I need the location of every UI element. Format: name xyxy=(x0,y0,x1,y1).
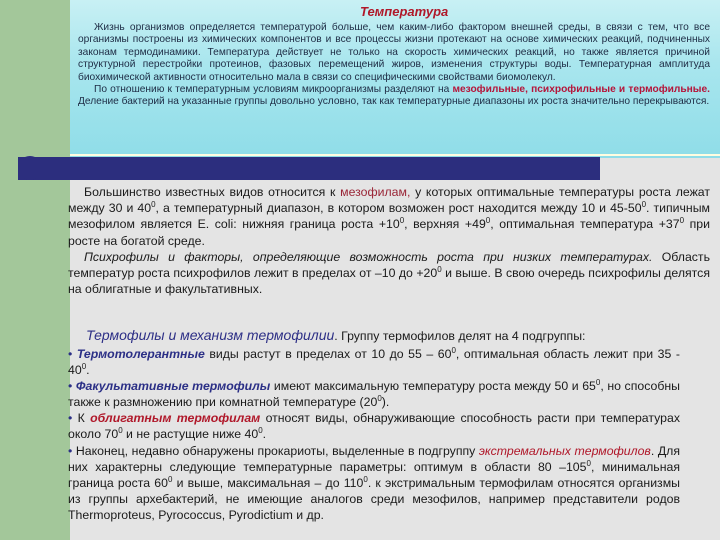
degree-mark: 0 xyxy=(437,264,442,274)
degree-mark: 0 xyxy=(258,426,263,436)
degree-mark: 0 xyxy=(167,474,173,484)
degree-mark: 0 xyxy=(81,362,87,371)
degree-mark: 0 xyxy=(586,458,591,468)
facultative-term: Факультативные термофилы xyxy=(75,379,271,394)
bullet-icon: • xyxy=(68,443,73,458)
b3-text-1: относят виды, обнаруживающие способность расти при температурах около 70 xyxy=(68,411,680,442)
b3-text-3: . xyxy=(262,427,267,442)
degree-mark: 0 xyxy=(118,426,123,436)
thermophiles-list xyxy=(68,346,680,523)
psychro-text-2: и выше. В свою очередь психрофилы делятся на облигатные и факультативных. xyxy=(68,266,710,297)
obligate-term: облигатным термофилам xyxy=(90,411,261,426)
b2-text-2: , но способны также к размножению при комнатной температуре (20 xyxy=(68,379,680,410)
b3-text-2: и не растущие ниже 40 xyxy=(122,427,259,442)
thermotolerant-term: Термотолерантные xyxy=(76,347,205,361)
bullet-icon: • xyxy=(68,411,73,426)
left-decor-strip xyxy=(0,0,73,540)
meso-text-6: , оптимальная температура +37 xyxy=(490,217,680,232)
b4-text-0: Наконец, недавно обнаружены прокариоты, выделенные в подгруппу xyxy=(72,443,479,458)
degree-mark: 0 xyxy=(679,216,685,226)
extreme-term: экстремальных термофилов xyxy=(478,443,651,458)
bullet-icon: • xyxy=(68,347,73,361)
meso-text-7: при росте на богатой среде. xyxy=(68,217,710,248)
b1-text-3: . xyxy=(86,363,90,378)
degree-mark: 0 xyxy=(399,216,405,226)
b2-text-3: ). xyxy=(381,395,390,410)
degree-mark: 0 xyxy=(151,200,156,210)
b4-text-2: , минимальная граница роста 60 xyxy=(68,459,680,490)
navy-bullet-dot xyxy=(18,156,42,180)
intro-paragraph-2: По отношению к температурным условиям микроорганизмы разделяют на xyxy=(94,84,453,96)
b4-text-4: . к экстримальным термофилам относятся организмы из группы архебактерий, не имеющие аналогов среди мезофилов, например представители родов Thermoproteus, Pyrococcus, Pyrodictium и др. xyxy=(68,475,680,522)
degree-mark: 0 xyxy=(451,345,456,355)
navy-divider-bar xyxy=(18,157,600,180)
intro-paragraph-2-end: Деление бактерий на указанные группы довольно условно, так как температурные диапазоны их роста значительно перекрываются. xyxy=(78,96,710,108)
slide-title: Температура xyxy=(360,4,449,19)
mesophiles-psychrophiles-text xyxy=(68,184,710,297)
meso-text-1: Большинство известных видов относится к xyxy=(84,185,341,199)
thermophiles-title-rest: . Группу термофилов делят на 4 подгруппы: xyxy=(334,329,586,343)
b1-text-1: виды растут в пределах от 10 до 55 – 60 xyxy=(204,347,452,361)
meso-text-3: , а температурный диапазон, в котором возможен рост находится между 10 и 45-50 xyxy=(155,201,642,216)
meso-text-4: . типичным мезофилом является E. coli: нижняя граница роста +10 xyxy=(68,201,711,232)
meso-text-5: , верхняя +49 xyxy=(404,217,486,232)
mesophiles-term: мезофилам, xyxy=(340,185,411,199)
psychro-text-1: Область температур роста психрофилов лежит в пределах от –10 до +20 xyxy=(68,249,710,281)
b2-text-1: имеют максимальную температуру роста между 50 и 65 xyxy=(270,379,596,394)
degree-mark: 0 xyxy=(641,200,647,210)
b3-text-0: К xyxy=(72,411,91,426)
thermophiles-heading xyxy=(86,327,585,343)
degree-mark: 0 xyxy=(363,474,368,484)
b4-text-3: и выше, максимальная – до 110 xyxy=(172,475,364,490)
thermophiles-title: Термофилы и механизм термофилии xyxy=(86,327,335,343)
degree-mark: 0 xyxy=(485,216,491,226)
bullet-icon: • xyxy=(68,379,73,394)
b1-text-2: , оптимальная область лежит при 35 - 40 xyxy=(68,347,680,378)
degree-mark: 0 xyxy=(377,394,382,404)
degree-mark: 0 xyxy=(595,378,601,388)
intro-paragraph-1: Жизнь организмов определяется температурой больше, чем каким-либо фактором внешней среды, в связи с тем, что все организмы построены из химических компонентов и все процессы жизни протекают на основе химических реакций, подчиненных законам термодинамики. Температура действует не только на скорость химических реакций, но также является причиной структурной перестройки протеинов, фазовых перемещений жиров, изменения структуры воды. Температурная амплитуда биохимической активности относительно мала в связи со специфическими свойствами биомолекул. xyxy=(78,22,710,83)
panel-divider xyxy=(70,154,720,156)
psychrophiles-heading: Психрофилы и факторы, определяющие возможность роста при низких температурах. xyxy=(84,249,653,264)
meso-text-2: у которых оптимальные температуры роста лежат между 30 и 40 xyxy=(68,185,710,216)
groups-highlight: мезофильные, психрофильные и термофильные. xyxy=(452,84,710,96)
intro-text xyxy=(78,22,710,109)
b4-text-1: . Для них характерны следующие температурные параметры: оптимум в области 80 –105 xyxy=(68,443,681,474)
